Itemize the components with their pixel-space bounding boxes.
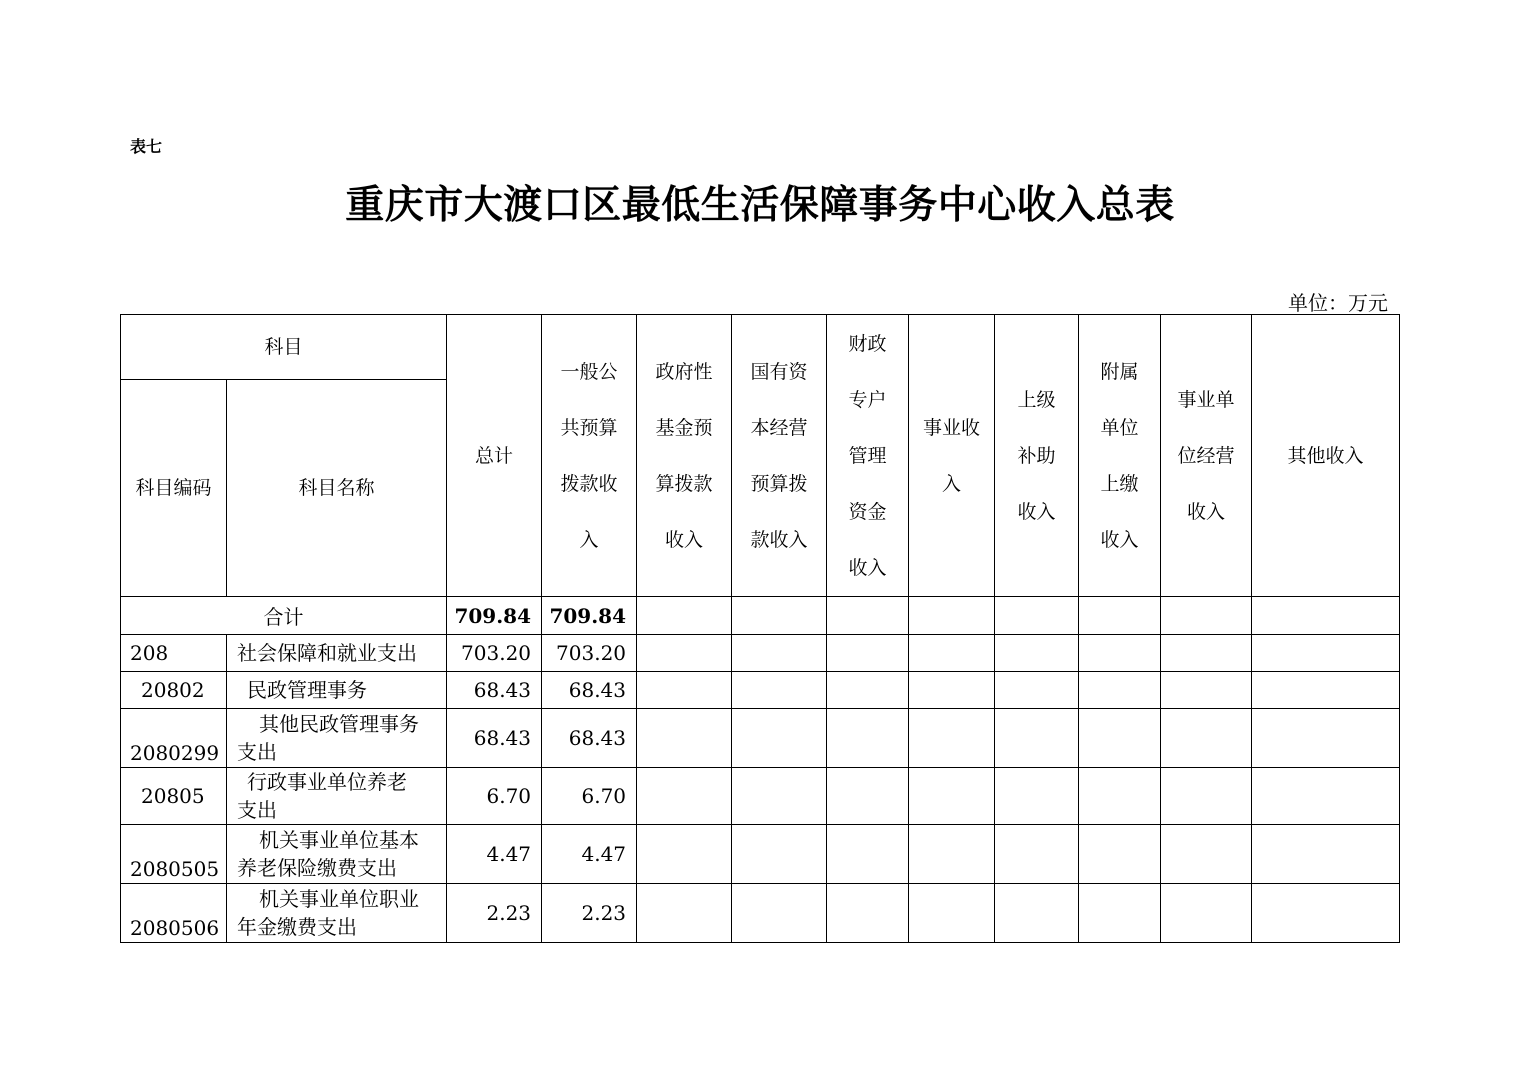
row-code: 2080299 <box>121 709 227 768</box>
row-code: 2080505 <box>121 825 227 884</box>
row-code: 2080506 <box>121 884 227 943</box>
row-general: 68.43 <box>542 672 637 709</box>
row-name: 行政事业单位养老 支出 <box>227 768 447 825</box>
page-title: 重庆市大渡口区最低生活保障事务中心收入总表 <box>345 182 1175 228</box>
row-total: 6.70 <box>447 768 542 825</box>
header-subject-name: 科目名称 <box>227 380 447 597</box>
row-general: 703.20 <box>542 635 637 672</box>
table-row <box>121 884 1400 943</box>
total-sum: 709.84 <box>447 597 542 635</box>
row-total: 68.43 <box>447 709 542 768</box>
header-general-budget: 一般公 共预算 拨款收 入 <box>542 315 637 597</box>
header-other-income: 其他收入 <box>1252 315 1400 597</box>
table-row <box>121 768 1400 825</box>
row-code: 20805 <box>121 768 227 825</box>
row-general: 6.70 <box>542 768 637 825</box>
row-total: 4.47 <box>447 825 542 884</box>
row-general: 4.47 <box>542 825 637 884</box>
header-state-capital: 国有资 本经营 预算拨 款收入 <box>732 315 827 597</box>
table-number-label: 表七 <box>130 137 163 156</box>
row-name: 其他民政管理事务 支出 <box>227 709 447 768</box>
row-total: 2.23 <box>447 884 542 943</box>
row-name: 民政管理事务 <box>227 672 447 709</box>
row-code: 20802 <box>121 672 227 709</box>
header-subject: 科目 <box>121 315 447 380</box>
header-business-income: 事业收 入 <box>909 315 995 597</box>
header-fiscal-special: 财政 专户 管理 资金 收入 <box>827 315 909 597</box>
row-name: 社会保障和就业支出 <box>227 635 447 672</box>
header-superior-subsidy: 上级 补助 收入 <box>995 315 1079 597</box>
table-row <box>121 635 1400 672</box>
row-total: 68.43 <box>447 672 542 709</box>
income-summary-table <box>120 314 1400 943</box>
unit-label: 单位：万元 <box>1288 291 1388 315</box>
table-row <box>121 672 1400 709</box>
total-label: 合计 <box>121 597 447 635</box>
row-general: 2.23 <box>542 884 637 943</box>
row-code: 208 <box>121 635 227 672</box>
header-affiliated: 附属 单位 上缴 收入 <box>1079 315 1161 597</box>
header-subject-code: 科目编码 <box>121 380 227 597</box>
row-name: 机关事业单位职业 年金缴费支出 <box>227 884 447 943</box>
table-row <box>121 825 1400 884</box>
header-total: 总计 <box>447 315 542 597</box>
row-general: 68.43 <box>542 709 637 768</box>
table-row <box>121 709 1400 768</box>
row-total: 703.20 <box>447 635 542 672</box>
row-name: 机关事业单位基本 养老保险缴费支出 <box>227 825 447 884</box>
header-business-operation: 事业单 位经营 收入 <box>1161 315 1252 597</box>
total-general: 709.84 <box>542 597 637 635</box>
header-gov-fund: 政府性 基金预 算拨款 收入 <box>637 315 732 597</box>
table-row-total <box>121 597 1400 635</box>
